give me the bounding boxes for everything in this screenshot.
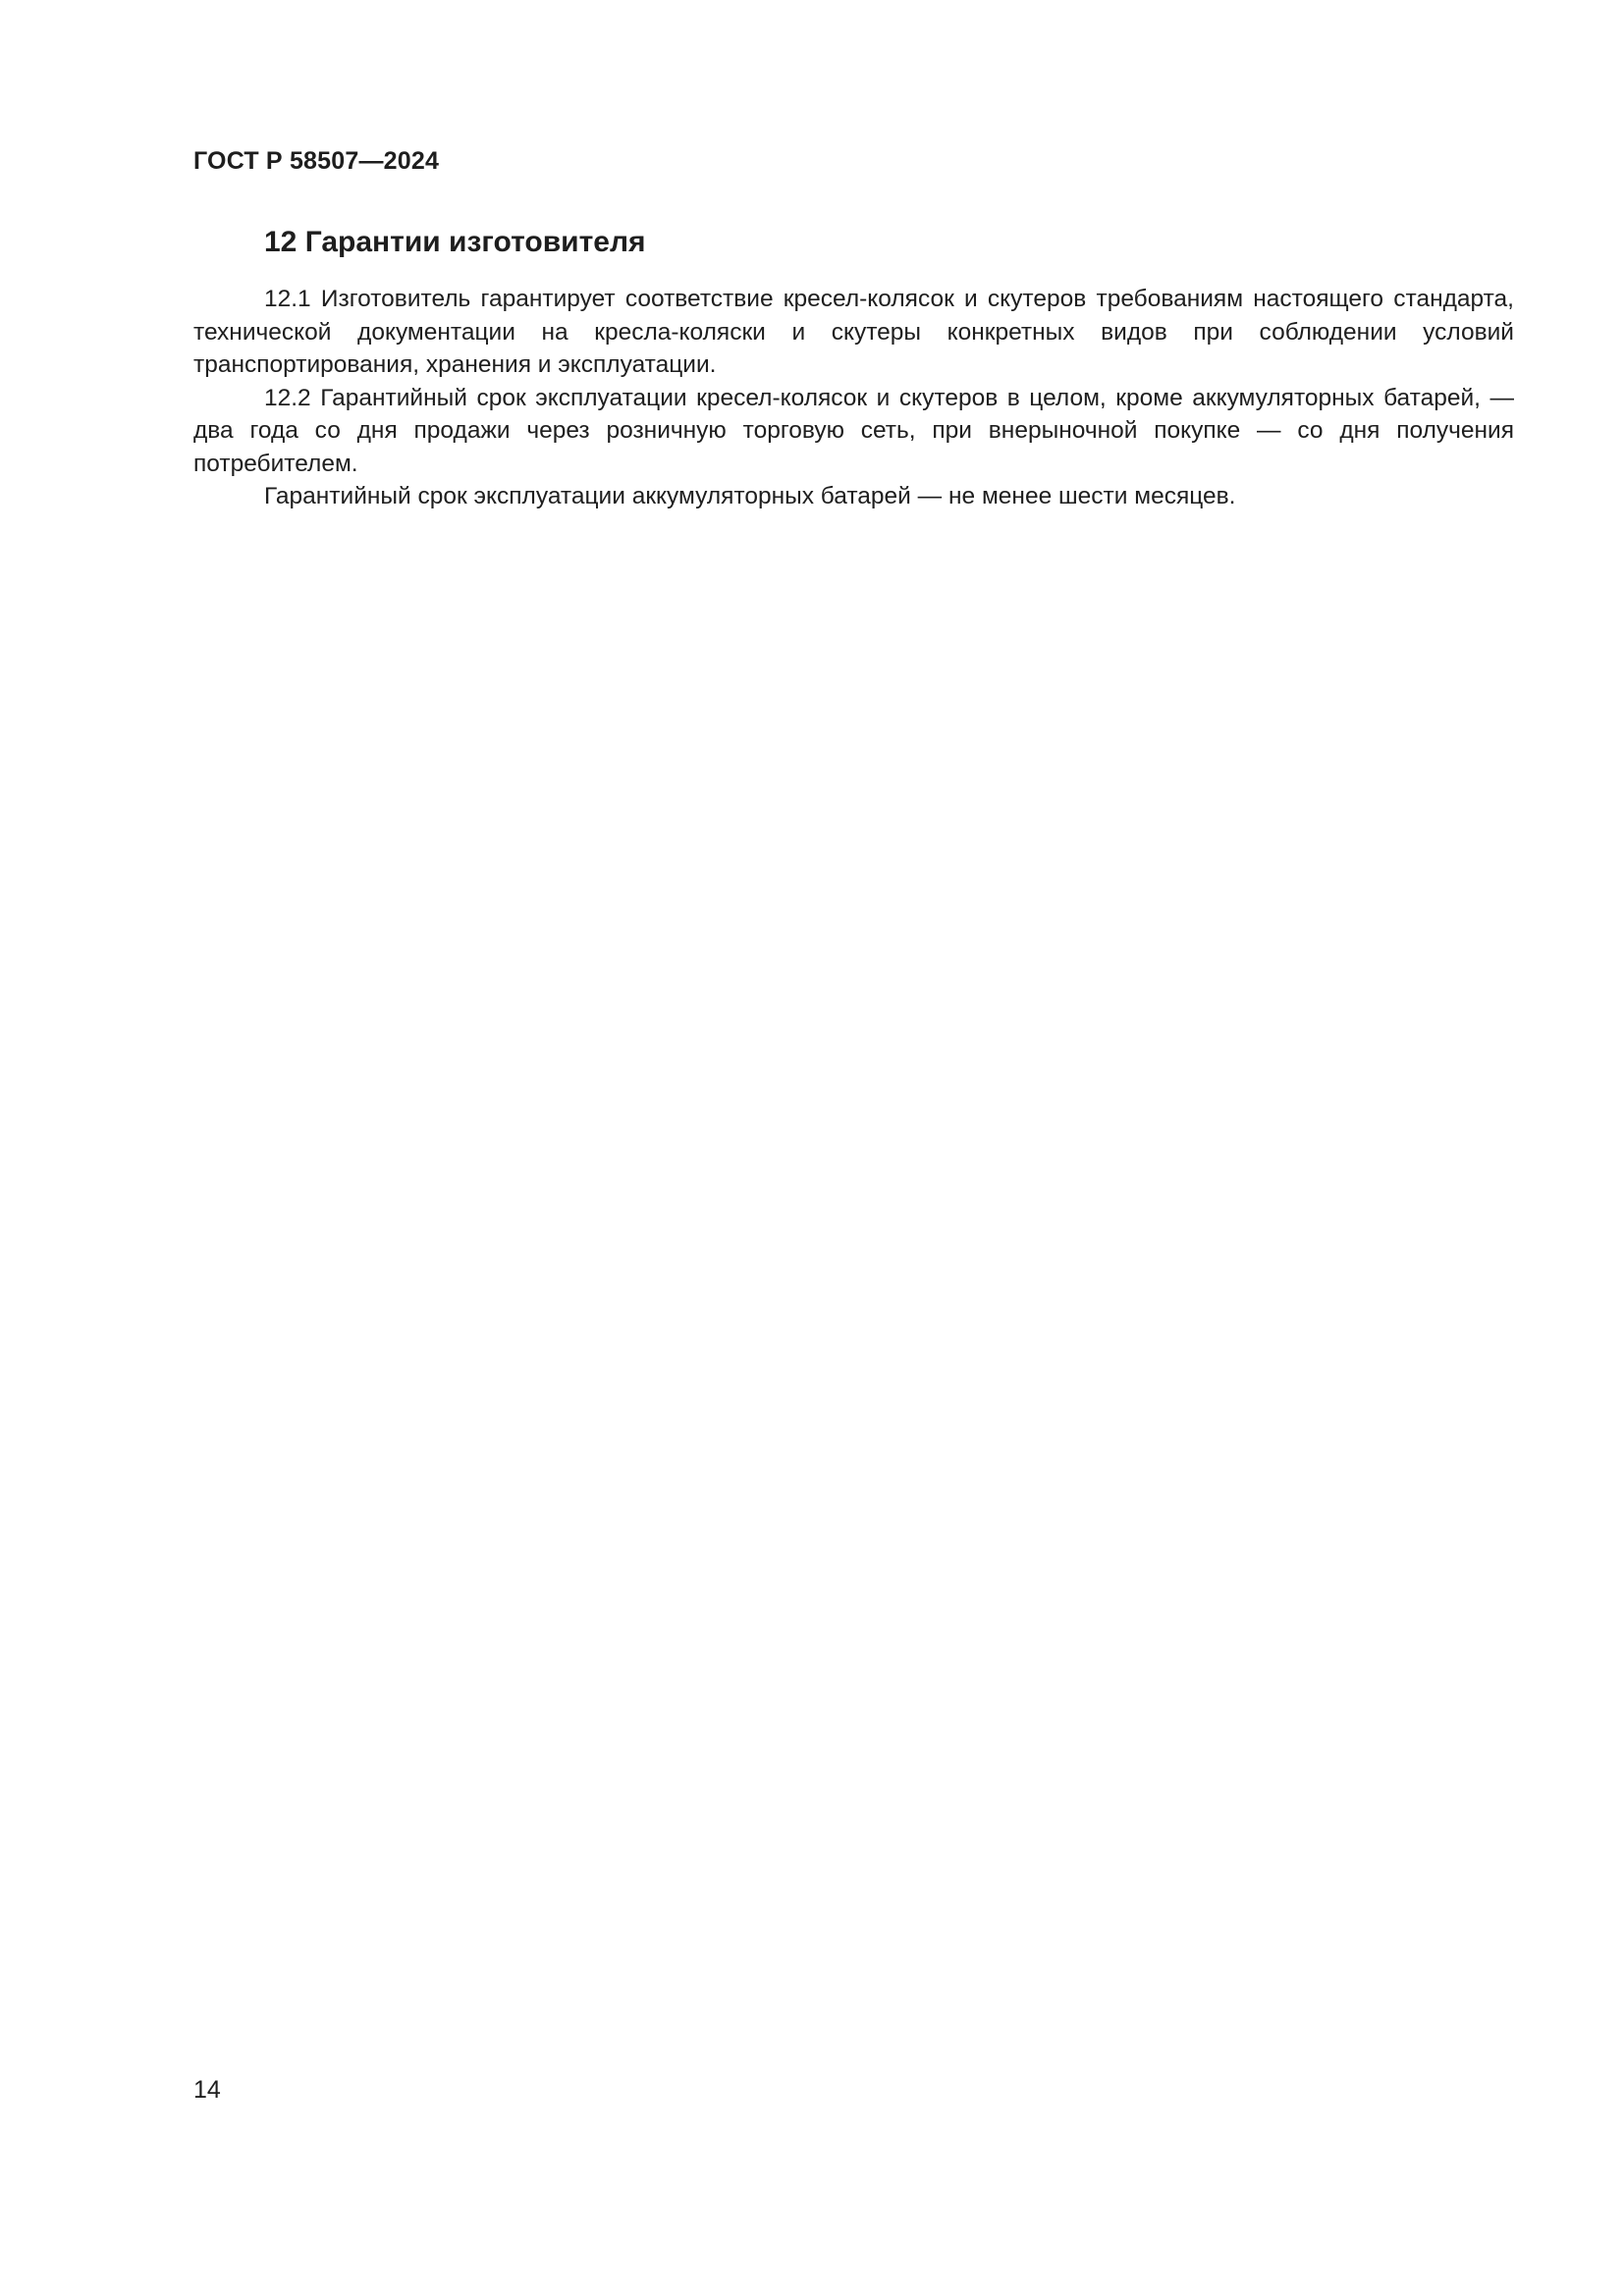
section-12	[193, 224, 1514, 513]
document-header: ГОСТ Р 58507—2024	[193, 147, 440, 175]
paragraph-12-2: 12.2 Гарантийный срок эксплуатации кресел-колясок и скутеров в целом, кроме аккумуляторных батарей, — два года со дня продажи через розничную торговую сеть, при внерыночной покупке — со дня получения потребителем.	[193, 384, 1514, 477]
paragraph-12-1: 12.1 Изготовитель гарантирует соответствие кресел-колясок и скутеров требованиям настоящего стандарта, технической документации на кресла-коляски и скутеры конкретных видов при соблюдении условий транспортирования, хранения и эксплуатации.	[193, 286, 1514, 378]
paragraph-battery-warranty: Гарантийный срок эксплуатации аккумуляторных батарей — не менее шести месяцев.	[264, 483, 1236, 509]
section-heading: 12 Гарантии изготовителя	[264, 226, 646, 258]
page-number: 14	[193, 2076, 221, 2104]
